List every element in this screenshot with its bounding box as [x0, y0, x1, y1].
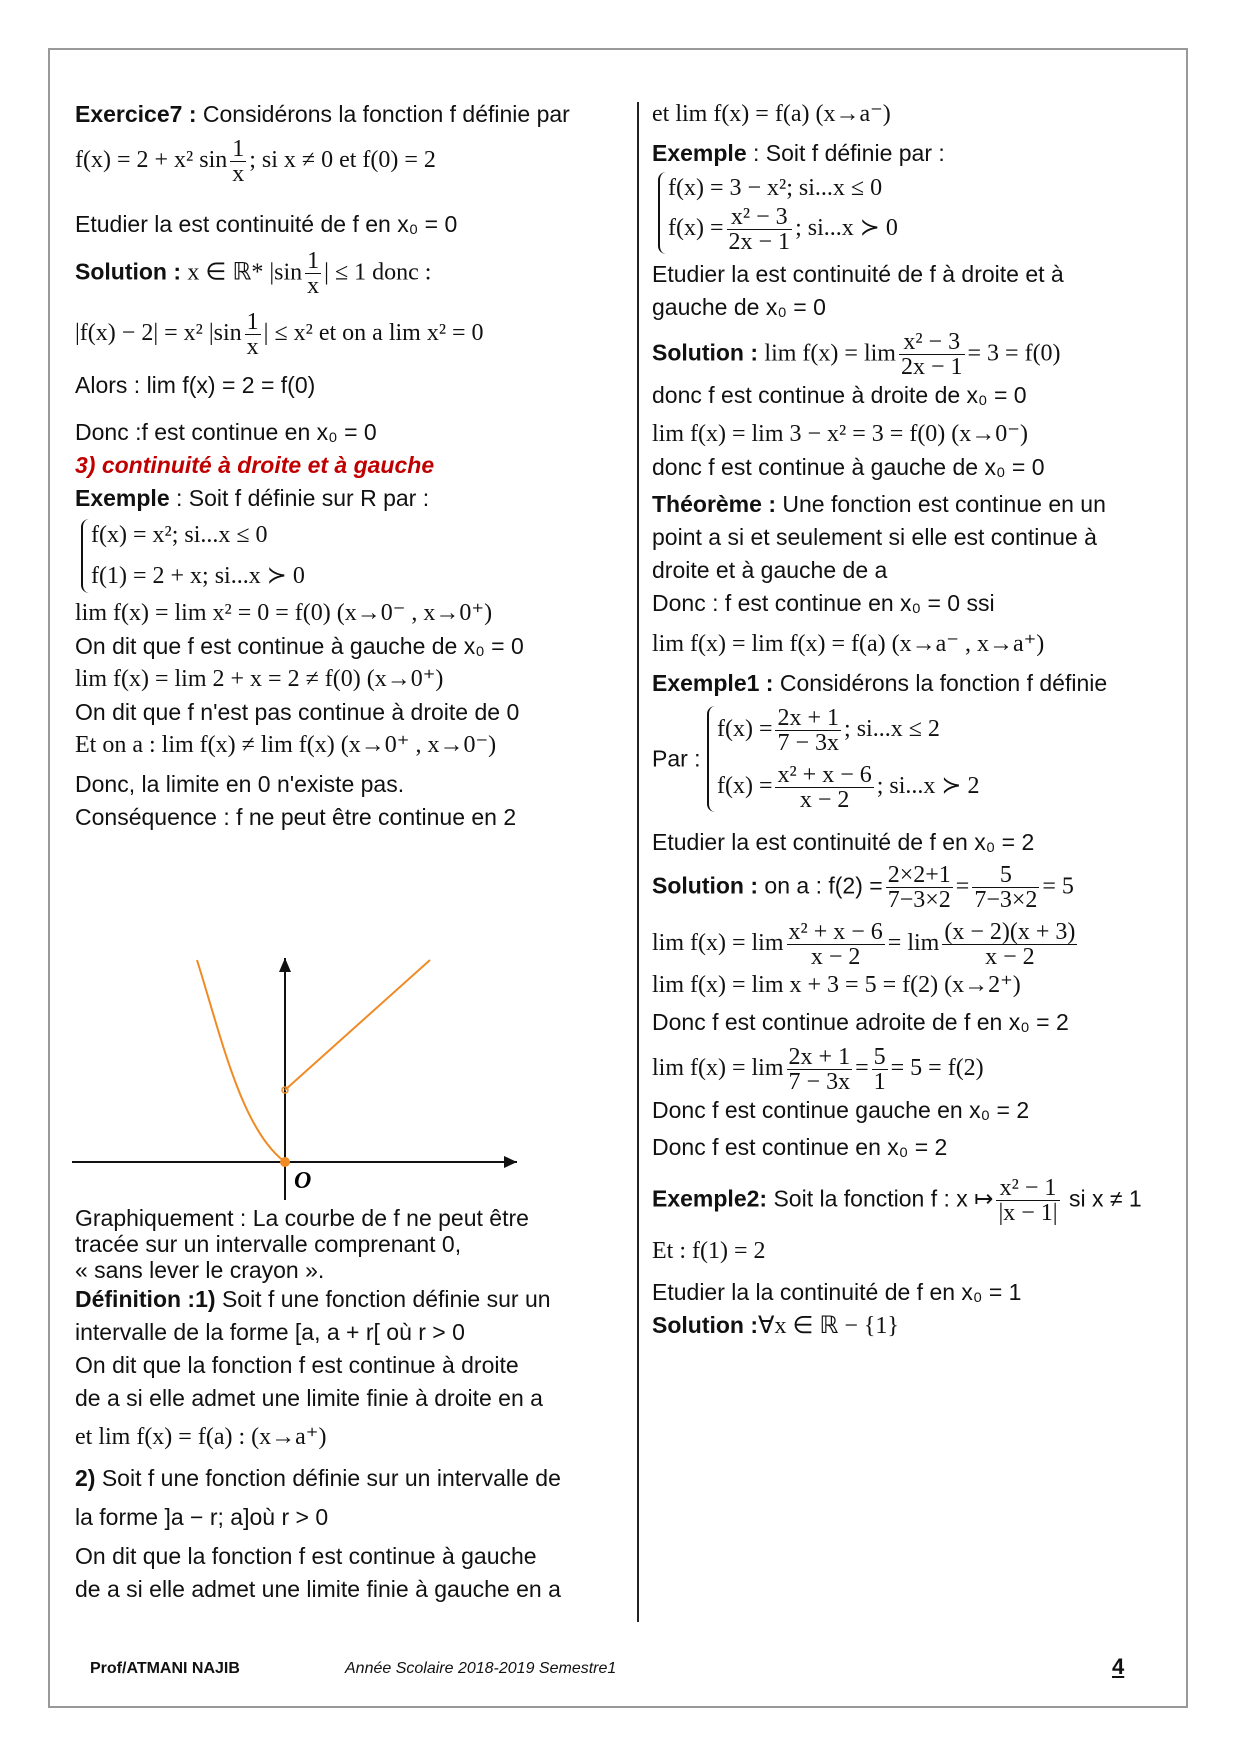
right-branch-line [285, 960, 430, 1090]
text-not-right-continuous: On dit que f n'est pas continue à droite de 0 [75, 699, 520, 725]
definition-line-3: On dit que la fonction f est continue à droite [75, 1352, 519, 1378]
graph-text-3: « sans lever le crayon ». [75, 1257, 325, 1283]
definition-line-4: de a si elle admet une limite finie à droite en a [75, 1385, 543, 1411]
text-limit-not-exist: Donc, la limite en 0 n'existe pas. [75, 771, 405, 797]
example1-limit-right-2: lim f(x) = lim x + 3 = 5 = f(2) (x→2⁺) [652, 972, 1021, 998]
example1-system: Par : f(x) = $\frac{2x + 1}{7 - 3x}$ ; si...x ≤ 2 f(x) = $\frac{\text{x² + x − 6}}{x - 2}$ ; si...x ≻ 2 [652, 705, 980, 813]
limit-line-2: lim f(x) = lim 2 + x = 2 ≠ f(0) (x→0⁺) [75, 666, 444, 692]
origin-label: O [294, 1168, 312, 1194]
example1-question: Etudier la est continuité de f en x₀ = 2 [652, 829, 1035, 855]
footer-author: Prof/ATMANI NAJIB [90, 1660, 240, 1677]
exercise7-definition: f(x) = 2 + x² sin $\frac{1}{x}$ ; si x ≠ 0 et f(0) = 2 [75, 136, 436, 187]
footer-year: Année Scolaire 2018-2019 Semestre1 [345, 1660, 617, 1677]
definition-2-line-3: On dit que la fonction f est continue à gauche [75, 1543, 537, 1569]
graph-text-1: Graphiquement : La courbe de f ne peut être [75, 1205, 529, 1231]
left-continuity-text: donc f est continue à gauche de x₀ = 0 [652, 454, 1045, 480]
example1-final-conclusion: Donc f est continue en x₀ = 2 [652, 1134, 948, 1160]
example2-question: Etudier la la continuité de f en x₀ = 1 [652, 1279, 1022, 1305]
exercise7-heading: Exercice7 : Considérons la fonction f définie par [75, 101, 570, 127]
theorem-conclusion: Donc : f est continue en x₀ = 0 ssi [652, 590, 995, 616]
section-heading-3: 3) continuité à droite et à gauche [75, 452, 435, 478]
theorem-line-3: droite et à gauche de a [652, 557, 888, 583]
right-column [652, 98, 1187, 1343]
right-continuity-text: donc f est continue à droite de x₀ = 0 [652, 382, 1027, 408]
theorem-limit: lim f(x) = lim f(x) = f(a) (x→a⁻ , x→a⁺) [652, 631, 1045, 657]
question-right-1: Etudier la est continuité de f à droite et à [652, 261, 1064, 287]
limit-left-line: lim f(x) = lim 3 − x² = 3 = f(0) (x→0⁻) [652, 421, 1028, 447]
text-left-continuity: On dit que f est continue à gauche de x₀ = 0 [75, 633, 524, 659]
theorem-heading: Théorème : Une fonction est continue en un [652, 491, 1106, 517]
solution-conclusion: Donc :f est continue en x₀ = 0 [75, 419, 377, 445]
graph-text-2: tracée sur un intervalle comprenant 0, [75, 1231, 462, 1257]
solution-right: Solution : lim f(x) = lim $\frac{\text{x² − 3}}{2x - 1}$ = 3 = f(0) [652, 329, 1061, 380]
exercise7-question: Etudier la est continuité de f en x₀ = 0 [75, 211, 458, 237]
continuity-graph [72, 950, 522, 1200]
example-heading: Exemple : Soit f définie sur R par : [75, 485, 430, 511]
left-column [75, 98, 620, 834]
example-heading-right: Exemple : Soit f définie par : [652, 140, 945, 166]
example1-limit-left: lim f(x) = lim $\frac{2x + 1}{7 - 3x}$ = $\frac{5}{1}$ = 5 = f(2) [652, 1044, 984, 1095]
example2-value: Et : f(1) = 2 [652, 1238, 766, 1264]
example1-right-conclusion: Donc f est continue adroite de f en x₀ = 2 [652, 1009, 1069, 1035]
column-divider [637, 102, 639, 1622]
definition-2-heading: 2) Soit f une fonction définie sur un intervalle de [75, 1465, 561, 1491]
origin-point [280, 1157, 290, 1167]
x-axis-arrow [504, 1156, 517, 1168]
definition-heading: Définition :1) Soit f une fonction définie sur un [75, 1286, 551, 1312]
limit-left-definition: et lim f(x) = f(a) (x→a⁻) [652, 101, 891, 127]
left-branch-curve [197, 960, 285, 1162]
definition-2-line-2: la forme ]a − r; a]où r > 0 [75, 1504, 329, 1530]
definition-line-2: intervalle de la forme [a, a + r[ où r > 0 [75, 1319, 465, 1345]
limit-line-3: Et on a : lim f(x) ≠ lim f(x) (x→0⁺ , x→0⁻) [75, 732, 497, 758]
example1-left-conclusion: Donc f est continue gauche en x₀ = 2 [652, 1097, 1030, 1123]
y-axis-arrow [279, 958, 291, 972]
example2-heading: Exemple2: Soit la fonction f : x ↦ $\frac{\text{x² − 1}}{|x - 1|}$ si x ≠ 1 [652, 1175, 1142, 1226]
limit-line-1: lim f(x) = lim x² = 0 = f(0) (x→0⁻ , x→0⁺) [75, 600, 493, 626]
piecewise-system: f(x) = x²; si...x ≤ 0 f(1) = 2 + x; si...x ≻ 0 [81, 519, 305, 593]
definition-limit-right: et lim f(x) = f(a) : (x→a⁺) [75, 1424, 327, 1450]
definition-2-line-4: de a si elle admet une limite finie à gauche en a [75, 1576, 561, 1602]
solution-line-3: Alors : lim f(x) = 2 = f(0) [75, 372, 316, 398]
question-right-2: gauche de x₀ = 0 [652, 294, 826, 320]
piecewise-system-right: f(x) = 3 − x²; si...x ≤ 0 f(x) = $\frac{\text{x² − 3}}{2x - 1}$ ; si...x ≻ 0 [658, 172, 898, 254]
solution-line-2: |f(x) − 2| = x² |sin $\frac{1}{x}$ | ≤ x² et on a lim x² = 0 [75, 309, 484, 360]
text-consequence: Conséquence : f ne peut être continue en 2 [75, 804, 517, 830]
left-column-bottom [75, 1205, 620, 1606]
page-number: 4 [1112, 1654, 1125, 1679]
example1-limit-right-1: lim f(x) = lim $\frac{\text{x² + x − 6}}{x - 2}$ = lim $\frac{(x - 2)(x + 3)}{x - 2}$ [652, 919, 1076, 970]
example1-heading: Exemple1 : Considérons la fonction f définie [652, 670, 1108, 696]
solution-line-1: Solution : x ∈ ℝ* |sin $\frac{1}{x}$ | ≤ 1 donc : [75, 248, 432, 299]
theorem-line-2: point a si et seulement si elle est continue à [652, 524, 1097, 550]
example1-solution: Solution : on a : f(2) = $\frac{2\times 2+1}{7-3\times 2}$ = $\frac{5}{7-3\times 2}$ = 5 [652, 862, 1074, 913]
example2-solution: Solution :∀x ∈ ℝ − {1} [652, 1312, 899, 1339]
